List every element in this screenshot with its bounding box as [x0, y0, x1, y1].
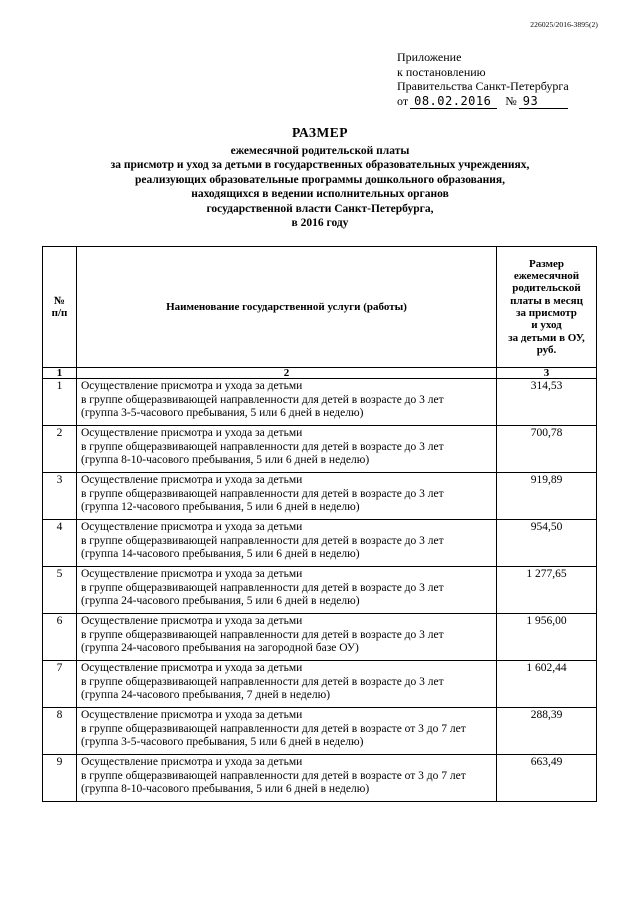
title-line-5: государственной власти Санкт-Петербурга, — [206, 202, 434, 215]
table-row — [43, 708, 597, 755]
row-number: 2 — [43, 426, 77, 473]
document-title — [0, 125, 640, 230]
row-number: 8 — [43, 708, 77, 755]
row-service: Осуществление присмотра и ухода за детьми в группе общеразвивающей направленности для детей в возрасте до 3 лет (группа 14-часового пребывания, 5 или 6 дней в неделю) — [77, 520, 497, 567]
index-cell-1: 1 — [43, 368, 77, 379]
row-price: 288,39 — [497, 708, 597, 755]
appendix-block — [397, 50, 612, 109]
title-heading: РАЗМЕР — [291, 125, 349, 140]
number-sign: № — [505, 93, 517, 108]
table-header-row — [43, 247, 597, 368]
row-service: Осуществление присмотра и ухода за детьми в группе общеразвивающей направленности для детей в возрасте до 3 лет (группа 3-5-часового пребывания, 5 или 6 дней в неделю) — [77, 379, 497, 426]
table-row — [43, 661, 597, 708]
date-prefix: от — [397, 93, 409, 108]
table-row — [43, 426, 597, 473]
row-price: 954,50 — [497, 520, 597, 567]
row-number: 4 — [43, 520, 77, 567]
header-fee: Размер ежемесячной родительской платы в месяц за присмотр и уход за детьми в ОУ, руб. — [497, 247, 597, 368]
appendix-signature-line — [397, 94, 612, 110]
row-price: 1 956,00 — [497, 614, 597, 661]
appendix-line-3: Правительства Санкт-Петербурга — [397, 79, 569, 93]
row-price: 919,89 — [497, 473, 597, 520]
appendix-line-1: Приложение — [397, 50, 462, 64]
table-row — [43, 520, 597, 567]
header-number: № п/п — [43, 247, 77, 368]
row-service: Осуществление присмотра и ухода за детьми в группе общеразвивающей направленности для детей в возрасте от 3 до 7 лет (группа 8-10-часового пребывания, 5 или 6 дней в неделю) — [77, 755, 497, 802]
row-price: 314,53 — [497, 379, 597, 426]
header-service-name: Наименование государственной услуги (работы) — [77, 247, 497, 368]
decree-number: 93 — [519, 94, 568, 110]
row-service: Осуществление присмотра и ухода за детьми в группе общеразвивающей направленности для детей в возрасте от 3 до 7 лет (группа 3-5-часового пребывания, 5 или 6 дней в неделю) — [77, 708, 497, 755]
title-line-6: в 2016 году — [291, 217, 349, 230]
row-price: 1 602,44 — [497, 661, 597, 708]
row-number: 5 — [43, 567, 77, 614]
row-number: 3 — [43, 473, 77, 520]
row-price: 1 277,65 — [497, 567, 597, 614]
appendix-line-2: к постановлению — [397, 64, 486, 79]
row-number: 1 — [43, 379, 77, 426]
table-row — [43, 755, 597, 802]
index-cell-3: 3 — [497, 368, 597, 379]
row-number: 6 — [43, 614, 77, 661]
title-line-3: реализующих образовательные программы дошкольного образования, — [135, 173, 505, 186]
title-line-2: за присмотр и уход за детьми в государственных образовательных учреждениях, — [110, 159, 530, 172]
fee-table — [42, 246, 597, 802]
row-service: Осуществление присмотра и ухода за детьми в группе общеразвивающей направленности для детей в возрасте до 3 лет (группа 24-часового пребывания на загородной базе ОУ) — [77, 614, 497, 661]
document-code: 226025/2016-3895(2) — [530, 20, 598, 29]
row-service: Осуществление присмотра и ухода за детьми в группе общеразвивающей направленности для детей в возрасте до 3 лет (группа 8-10-часового пребывания, 5 или 6 дней в неделю) — [77, 426, 497, 473]
title-line-1: ежемесячной родительской платы — [230, 145, 410, 157]
row-service: Осуществление присмотра и ухода за детьми в группе общеразвивающей направленности для детей в возрасте до 3 лет (группа 12-часового пребывания, 5 или 6 дней в неделю) — [77, 473, 497, 520]
title-line-4: находящихся в ведении исполнительных органов — [191, 188, 449, 201]
table-row — [43, 567, 597, 614]
row-price: 663,49 — [497, 755, 597, 802]
row-service: Осуществление присмотра и ухода за детьми в группе общеразвивающей направленности для детей в возрасте до 3 лет (группа 24-часового пребывания, 7 дней в неделю) — [77, 661, 497, 708]
table-row — [43, 379, 597, 426]
index-cell-2: 2 — [77, 368, 497, 379]
row-price: 700,78 — [497, 426, 597, 473]
table-row — [43, 473, 597, 520]
row-number: 9 — [43, 755, 77, 802]
row-number: 7 — [43, 661, 77, 708]
decree-date: 08.02.2016 — [410, 94, 497, 110]
table-row — [43, 614, 597, 661]
table-index-row — [43, 368, 597, 379]
row-service: Осуществление присмотра и ухода за детьми в группе общеразвивающей направленности для детей в возрасте до 3 лет (группа 24-часового пребывания, 5 или 6 дней в неделю) — [77, 567, 497, 614]
